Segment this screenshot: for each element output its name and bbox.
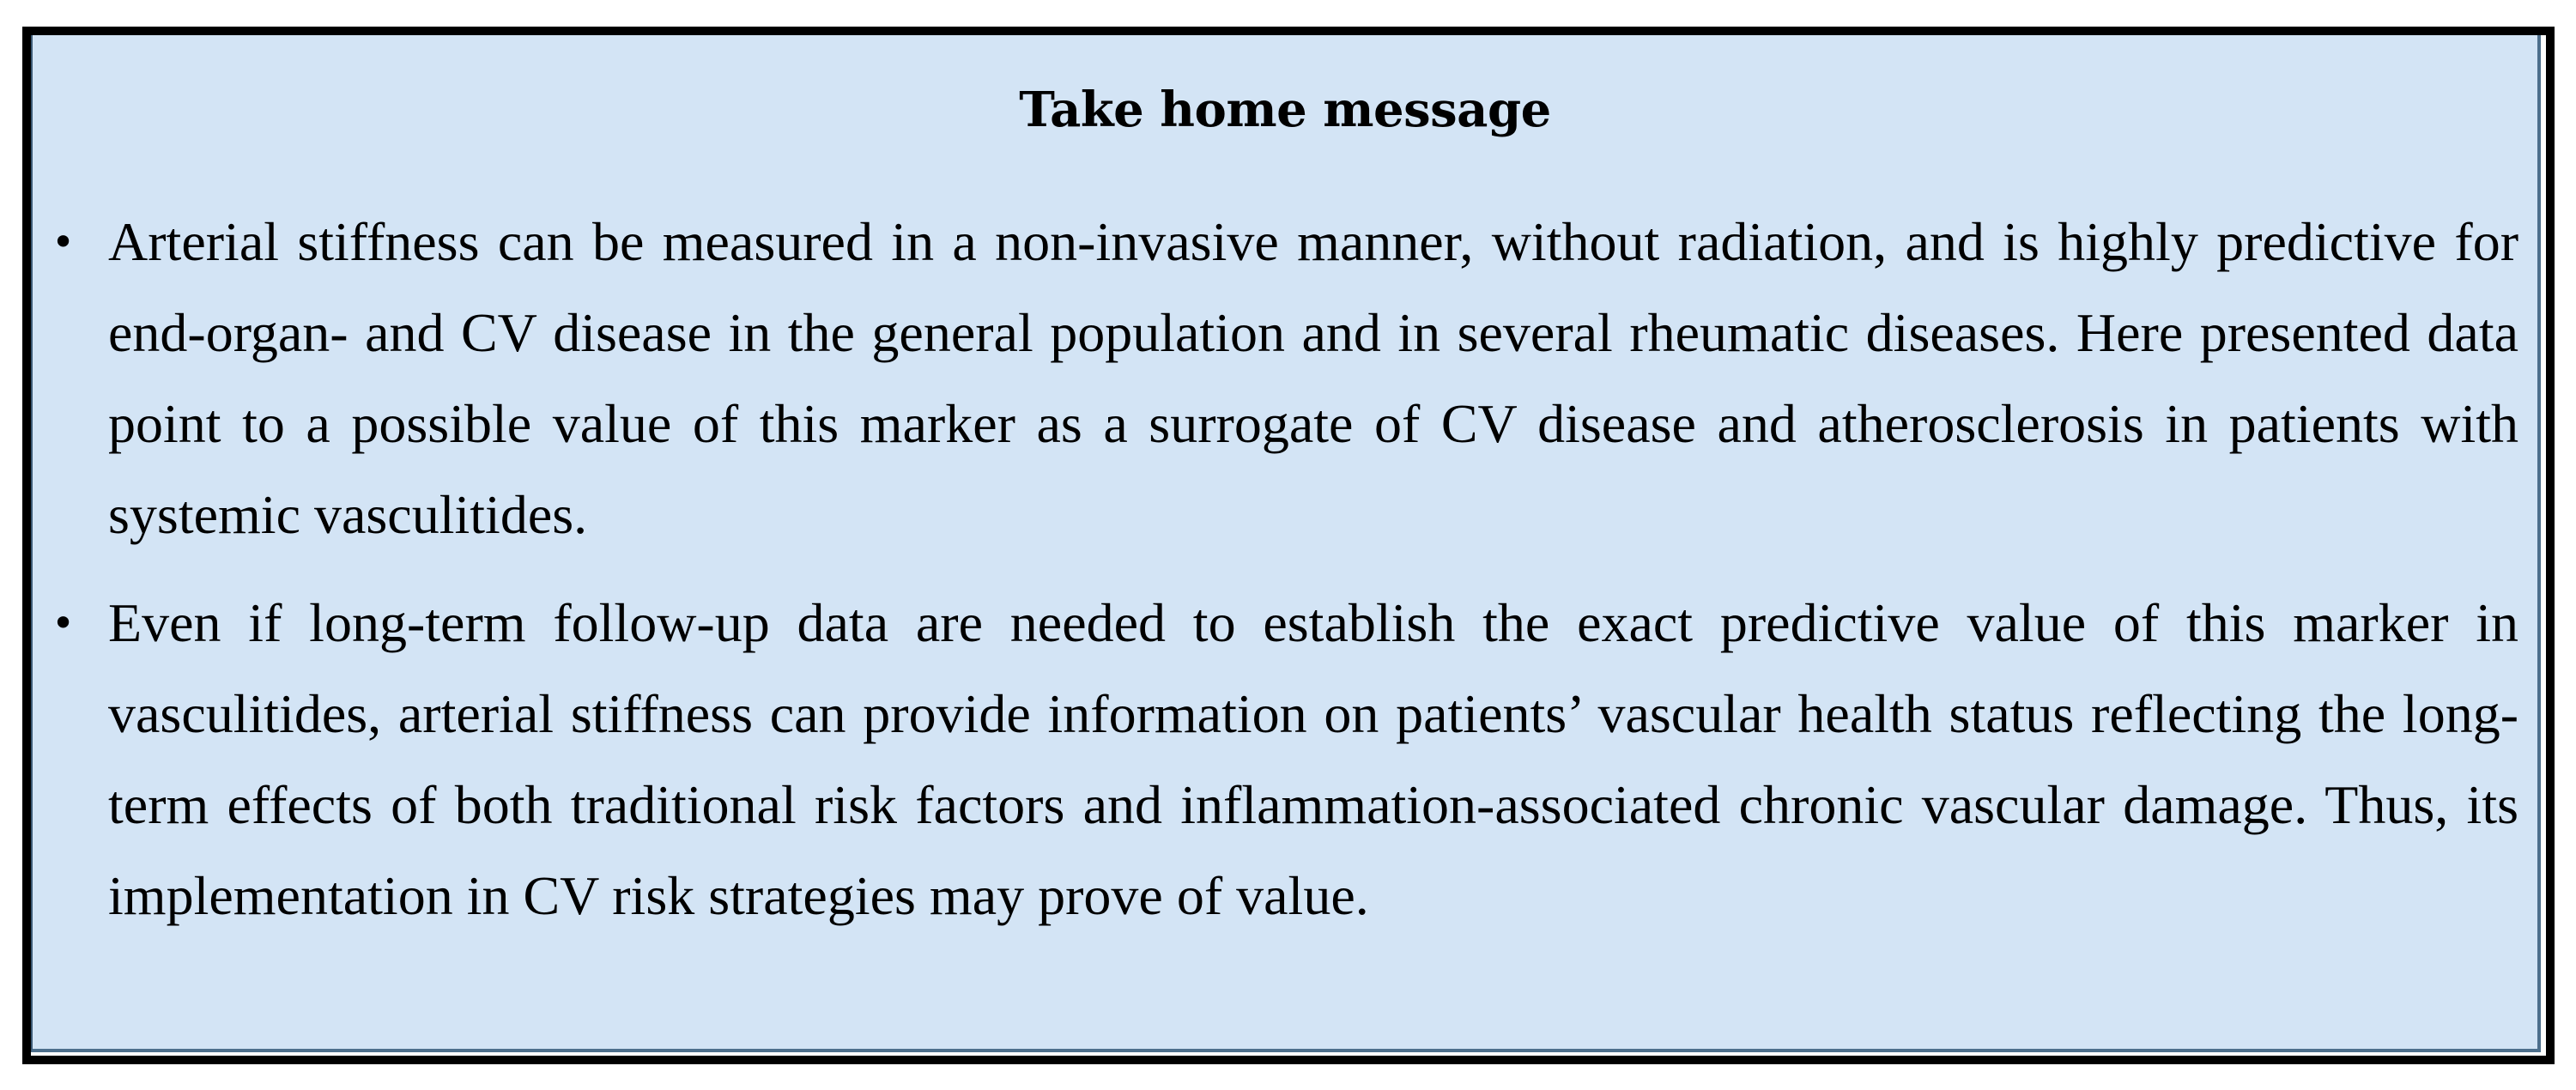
take-home-message-box (22, 27, 2555, 1064)
box-title: Take home message (1019, 82, 1551, 138)
bullet-text: Arterial stiffness can be measured in a non-invasive manner, without radiation, and is highly predictive for end-organ- and CV disease in the general population and in several rheumatic diseases. Here presented data point to a possible value of this marker as a surrogate of CV disease and atherosclerosis in patients with systemic vasculitides. (108, 211, 2518, 545)
bullet-icon: • (52, 600, 76, 646)
bullet-text: Even if long-term follow-up data are needed to establish the exact predictive value of this marker in vasculitides, arterial stiffness can provide information on patients’ vascular health status reflecting the long-term effects of both traditional risk factors and inflammation-associated chronic vascular damage. Thus, its implementation in CV risk strategies may prove of value. (108, 592, 2518, 926)
message-panel (31, 35, 2541, 1052)
bullet-icon: • (52, 219, 76, 265)
bullet-item (33, 197, 2537, 560)
bullet-item (33, 578, 2537, 942)
bullet-list (33, 197, 2537, 942)
